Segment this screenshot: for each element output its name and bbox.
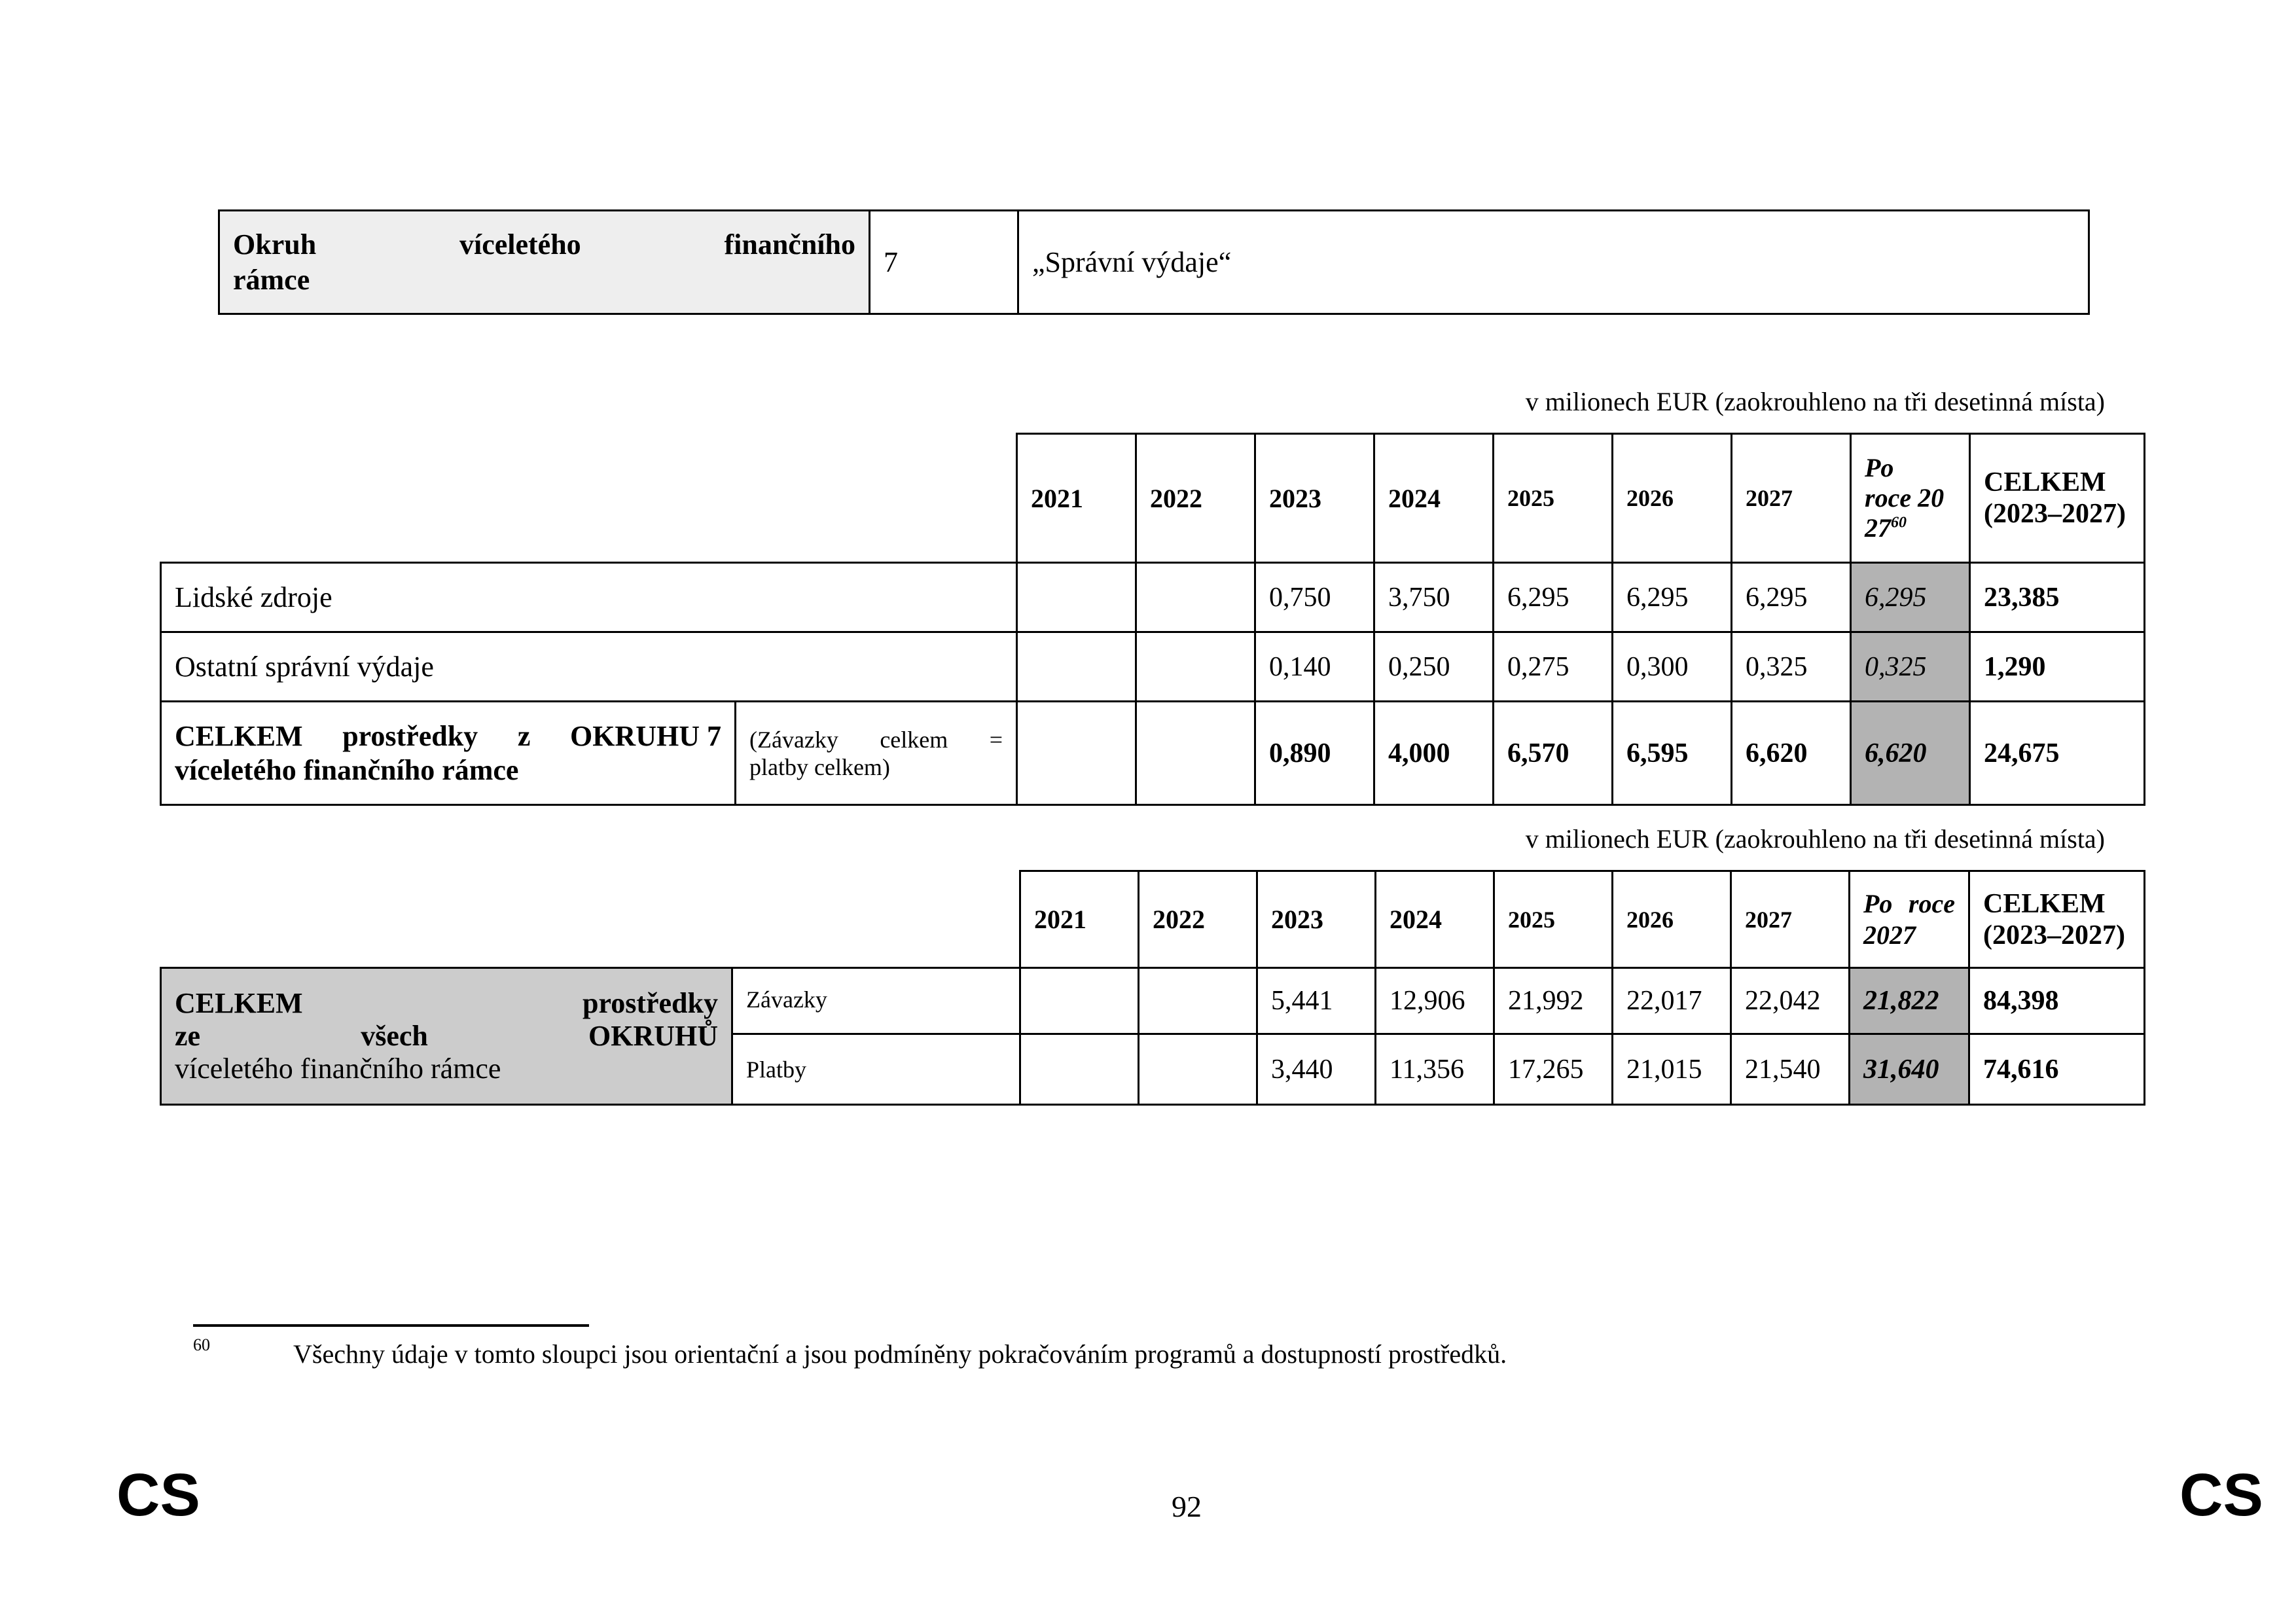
- cell-value: 6,295: [1494, 563, 1613, 632]
- year-header: 2024: [1376, 871, 1494, 968]
- total-row: [161, 702, 2145, 805]
- cell-value: [1136, 702, 1255, 805]
- cell-value: 21,015: [1613, 1034, 1731, 1105]
- total-row-label: CELKEM prostředky z OKRUHU 7 víceletého finančního rámce: [161, 702, 736, 805]
- group-label: CELKEM prostředky ze všech OKRUHŮ víceletého finančního rámce: [161, 968, 732, 1105]
- cell-value: 6,295: [1613, 563, 1732, 632]
- budget-table-all-headings: [160, 870, 2145, 1106]
- row-label: Ostatní správní výdaje: [161, 632, 1017, 702]
- language-code-left: CS: [117, 1462, 200, 1528]
- cell-value: 0,275: [1494, 632, 1613, 702]
- cell-value: [1139, 1034, 1257, 1105]
- year-header: 2022: [1136, 434, 1255, 563]
- cell-value: 0,300: [1613, 632, 1732, 702]
- cell-total: 24,675: [1970, 702, 2145, 805]
- heading-label: Okruh víceletého finančního rámce: [219, 211, 870, 314]
- cell-value: 0,750: [1255, 563, 1374, 632]
- cell-value: 4,000: [1374, 702, 1494, 805]
- cell-value: 6,570: [1494, 702, 1613, 805]
- year-header: 2027: [1732, 434, 1851, 563]
- cell-value: [1136, 563, 1255, 632]
- cell-value: 3,440: [1257, 1034, 1376, 1105]
- cell-value: 22,042: [1731, 968, 1850, 1034]
- cell-value: [1020, 1034, 1139, 1105]
- cell-value: [1017, 632, 1136, 702]
- cell-value: 0,140: [1255, 632, 1374, 702]
- year-header: 2027: [1731, 871, 1850, 968]
- cell-value: 22,017: [1613, 968, 1731, 1034]
- year-header: 2025: [1494, 871, 1613, 968]
- row-label: Lidské zdroje: [161, 563, 1017, 632]
- unit-note-1: v milionech EUR (zaokrouhleno na tři desetinná místa): [1525, 387, 2105, 416]
- cell-total: 84,398: [1969, 968, 2145, 1034]
- language-code-right: CS: [2179, 1462, 2263, 1528]
- cell-value: 0,325: [1732, 632, 1851, 702]
- cell-total: 1,290: [1970, 632, 2145, 702]
- year-header: 2023: [1257, 871, 1376, 968]
- year-header: 2022: [1139, 871, 1257, 968]
- footnote-number: 60: [193, 1335, 210, 1354]
- cell-value: [1136, 632, 1255, 702]
- cell-value: 0,890: [1255, 702, 1374, 805]
- year-header: 2026: [1613, 434, 1732, 563]
- cell-after-2027: 6,620: [1851, 702, 1970, 805]
- year-header: 2023: [1255, 434, 1374, 563]
- header-spacer: [161, 434, 1017, 563]
- cell-after-2027: 31,640: [1850, 1034, 1969, 1105]
- header-spacer: [161, 871, 1020, 968]
- heading-number: 7: [870, 211, 1018, 314]
- cell-value: [1017, 702, 1136, 805]
- row-label: Závazky: [732, 968, 1020, 1034]
- cell-value: 21,540: [1731, 1034, 1850, 1105]
- footnote-ref: 60: [1891, 514, 1907, 532]
- total-header: CELKEM (2023–2027): [1969, 871, 2145, 968]
- cell-value: 12,906: [1376, 968, 1494, 1034]
- budget-table-heading-7: [160, 433, 2145, 806]
- after-2027-header: Po roce 20 $27^{60}$: [1851, 434, 1970, 563]
- cell-value: [1020, 968, 1139, 1034]
- cell-value: 11,356: [1376, 1034, 1494, 1105]
- year-header: 2021: [1020, 871, 1139, 968]
- footnote-separator: [193, 1324, 589, 1327]
- cell-value: [1139, 968, 1257, 1034]
- total-header: CELKEM (2023–2027): [1970, 434, 2145, 563]
- heading-title: „Správní výdaje“: [1018, 211, 2089, 314]
- after-2027-header: Po roce 2027: [1850, 871, 1969, 968]
- cell-after-2027: 21,822: [1850, 968, 1969, 1034]
- cell-value: 3,750: [1374, 563, 1494, 632]
- heading-table: [218, 209, 2090, 315]
- cell-value: [1017, 563, 1136, 632]
- cell-value: 0,250: [1374, 632, 1494, 702]
- cell-value: 5,441: [1257, 968, 1376, 1034]
- year-header: 2021: [1017, 434, 1136, 563]
- table-row: [161, 968, 2145, 1034]
- cell-total: 74,616: [1969, 1034, 2145, 1105]
- table-row: [161, 563, 2145, 632]
- cell-after-2027: 6,295: [1851, 563, 1970, 632]
- total-row-note: (Závazky celkem = platby celkem): [736, 702, 1017, 805]
- cell-after-2027: 0,325: [1851, 632, 1970, 702]
- cell-value: 6,595: [1613, 702, 1732, 805]
- page-number: 92: [1172, 1490, 1202, 1523]
- row-label: Platby: [732, 1034, 1020, 1105]
- cell-value: 21,992: [1494, 968, 1613, 1034]
- cell-total: 23,385: [1970, 563, 2145, 632]
- footnote-text: Všechny údaje v tomto sloupci jsou orientační a jsou podmíněny pokračováním programů a dostupností prostředků.: [293, 1339, 1507, 1369]
- table-row: [161, 632, 2145, 702]
- cell-value: 6,295: [1732, 563, 1851, 632]
- year-header: 2025: [1494, 434, 1613, 563]
- cell-value: 6,620: [1732, 702, 1851, 805]
- cell-value: 17,265: [1494, 1034, 1613, 1105]
- year-header: 2026: [1613, 871, 1731, 968]
- year-header: 2024: [1374, 434, 1494, 563]
- unit-note-2: v milionech EUR (zaokrouhleno na tři desetinná místa): [1525, 824, 2105, 854]
